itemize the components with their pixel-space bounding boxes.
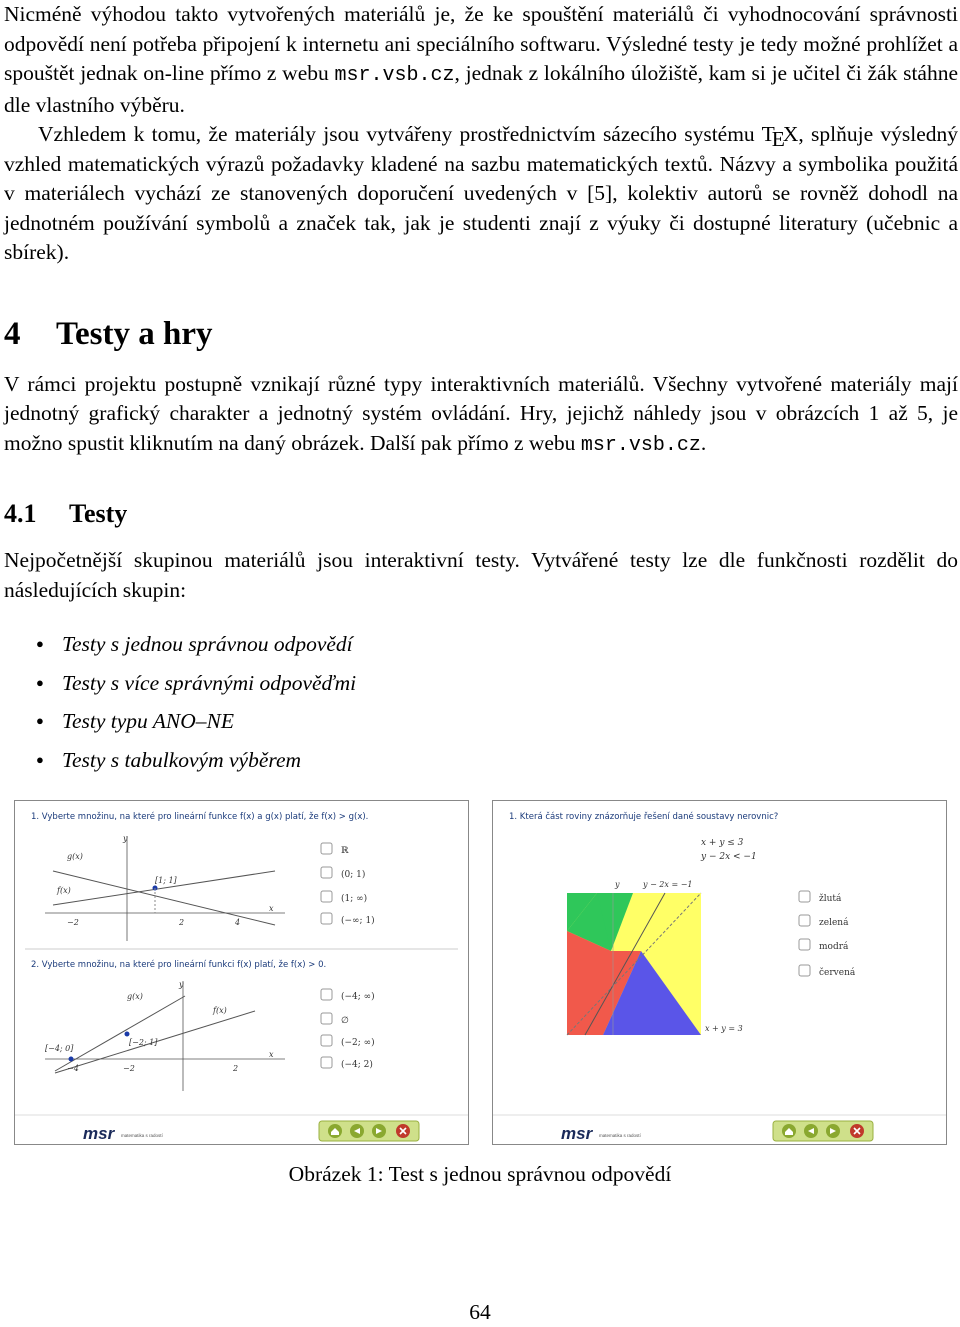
svg-text:(−4; ∞): (−4; ∞) (341, 992, 375, 1002)
back-icon[interactable] (350, 1124, 364, 1138)
svg-text:g(x): g(x) (127, 992, 143, 1001)
svg-text:2: 2 (233, 1064, 239, 1073)
svg-text:−2: −2 (123, 1064, 135, 1073)
line-label-2: x + y = 3 (705, 1024, 743, 1033)
web-link[interactable]: msr.vsb.cz (334, 64, 455, 87)
list-item: ● Testy s jednou správnou odpovědí (4, 625, 958, 664)
svg-text:(0; 1): (0; 1) (341, 870, 366, 880)
svg-text:(−4; 2): (−4; 2) (341, 1060, 373, 1070)
paragraph-tex (4, 120, 958, 268)
svg-text:−4: −4 (67, 1064, 79, 1073)
paragraph-games: V rámci projektu postupně vznikají různé typy interaktivních materiálů. Všechny vytvořené materiály mají jednotný grafický charakter a jednotný systém ovládání. Hry, jejichž náhledy jsou v obrázcích 1 až 5, je možno spustit kliknutím na daný obrázek. Další pak přímo z webu msr.vsb.cz. (4, 371, 958, 457)
tex-logo: TEX (761, 122, 799, 151)
home-icon[interactable] (782, 1124, 796, 1138)
web-link-2[interactable]: msr.vsb.cz (580, 433, 701, 457)
svg-text:y: y (123, 834, 128, 843)
figure-caption: Obrázek 1: Test s jednou správnou odpovědí (288, 1162, 672, 1186)
svg-text:zelená: zelená (819, 918, 849, 928)
svg-text:x: x (269, 1050, 274, 1059)
svg-text:4: 4 (235, 918, 241, 927)
axis-y-label: y (615, 880, 620, 889)
equation-2: y − 2x < −1 (701, 852, 757, 862)
svg-text:červená: červená (819, 968, 856, 978)
svg-text:x: x (269, 904, 274, 913)
svg-text:f(x): f(x) (57, 886, 71, 895)
forward-icon[interactable] (372, 1124, 386, 1138)
svg-text:∅: ∅ (341, 1016, 349, 1026)
question-text: 1. Která část roviny znázorňuje řešení dané soustavy nerovnic? (509, 812, 779, 822)
svg-text:[1; 1]: [1; 1] (155, 876, 177, 885)
svg-text:[−4; 0]: [−4; 0] (45, 1044, 74, 1053)
line-label-1: y − 2x = −1 (643, 880, 693, 889)
test-types-list (4, 625, 958, 779)
list-item: ● Testy typu ANO–NE (4, 702, 958, 741)
msr-logo-subtitle: matematika s radostí (121, 1133, 163, 1138)
close-icon[interactable] (850, 1124, 864, 1138)
svg-text:(−2; ∞): (−2; ∞) (341, 1038, 375, 1048)
figure-left-test-screenshot[interactable] (14, 800, 469, 1145)
svg-text:[−2; 1]: [−2; 1] (129, 1038, 158, 1047)
paragraph-tests: Nejpočetnější skupinou materiálů jsou interaktivní testy. Vytvářené testy lze dle funkčnosti rozdělit do následujících skupin: (4, 548, 958, 602)
svg-text:ℝ: ℝ (341, 846, 349, 856)
svg-text:modrá: modrá (819, 942, 849, 952)
page-number: 64 (469, 1300, 491, 1324)
svg-text:2: 2 (179, 918, 185, 927)
section-heading-4: 4 Testy a hry (4, 315, 213, 352)
forward-icon[interactable] (826, 1124, 840, 1138)
svg-text:g(x): g(x) (67, 852, 83, 861)
list-item: ● Testy s tabulkovým výběrem (4, 741, 958, 780)
svg-text:(1; ∞): (1; ∞) (341, 894, 368, 904)
back-icon[interactable] (804, 1124, 818, 1138)
svg-text:f(x): f(x) (213, 1006, 227, 1015)
paragraph-tex-text: Vzhledem k tomu, že materiály jsou vytvářeny prostřednictvím sázecího systému (38, 122, 762, 146)
list-item: ● Testy s více správnými odpověďmi (4, 664, 958, 703)
regions-plot (567, 893, 701, 1035)
paragraph-tex-text-end: , splňuje výsledný vzhled matematických výrazů požadavky kladené na sazbu matematických textů. Názvy a symbolika použitá v materiálech vychází ze stanovených doporučení uvedených v [5], kolektiv autorů se rovněž dohodl na jednotném používání symbolů a značek tak, jak je studenti znají z výuky či dostupné literatury (učebnic a sbírek). (4, 122, 959, 264)
msr-logo: msr (83, 1124, 115, 1143)
msr-logo: msr (561, 1124, 593, 1143)
home-icon[interactable] (328, 1124, 342, 1138)
close-icon[interactable] (396, 1124, 410, 1138)
equation-1: x + y ≤ 3 (701, 838, 744, 848)
question-2-text: 2. Vyberte množinu, na které pro lineární funkci f(x) platí, že f(x) > 0. (31, 960, 327, 970)
svg-text:(−∞; 1): (−∞; 1) (341, 916, 375, 926)
svg-text:−2: −2 (67, 918, 79, 927)
section-heading-4-1: 4.1 Testy (4, 499, 128, 528)
question-1-text: 1. Vyberte množinu, na které pro lineární funkce f(x) a g(x) platí, že f(x) > g(x). (31, 812, 369, 822)
paragraph-intro-text: Nicméně výhodou takto vytvořených materiálů je, že ke spouštění materiálů či vyhodnocování správnosti odpovědí není potřeba připojení k internetu ani speciálního softwaru. Výsledné testy je tedy možné prohlížet a spouštět jednak on-line přímo z webu (4, 2, 958, 85)
figure-right-test-screenshot[interactable] (492, 800, 947, 1145)
paragraph-intro-text-end: , jednak z lokálního úložiště, kam si je učitel či žák stáhne dle vlastního výběru. (4, 61, 958, 117)
svg-text:y: y (179, 980, 184, 989)
svg-text:žlutá: žlutá (819, 894, 842, 904)
msr-logo-subtitle: matematika s radostí (599, 1133, 641, 1138)
paragraph-intro (4, 0, 958, 120)
